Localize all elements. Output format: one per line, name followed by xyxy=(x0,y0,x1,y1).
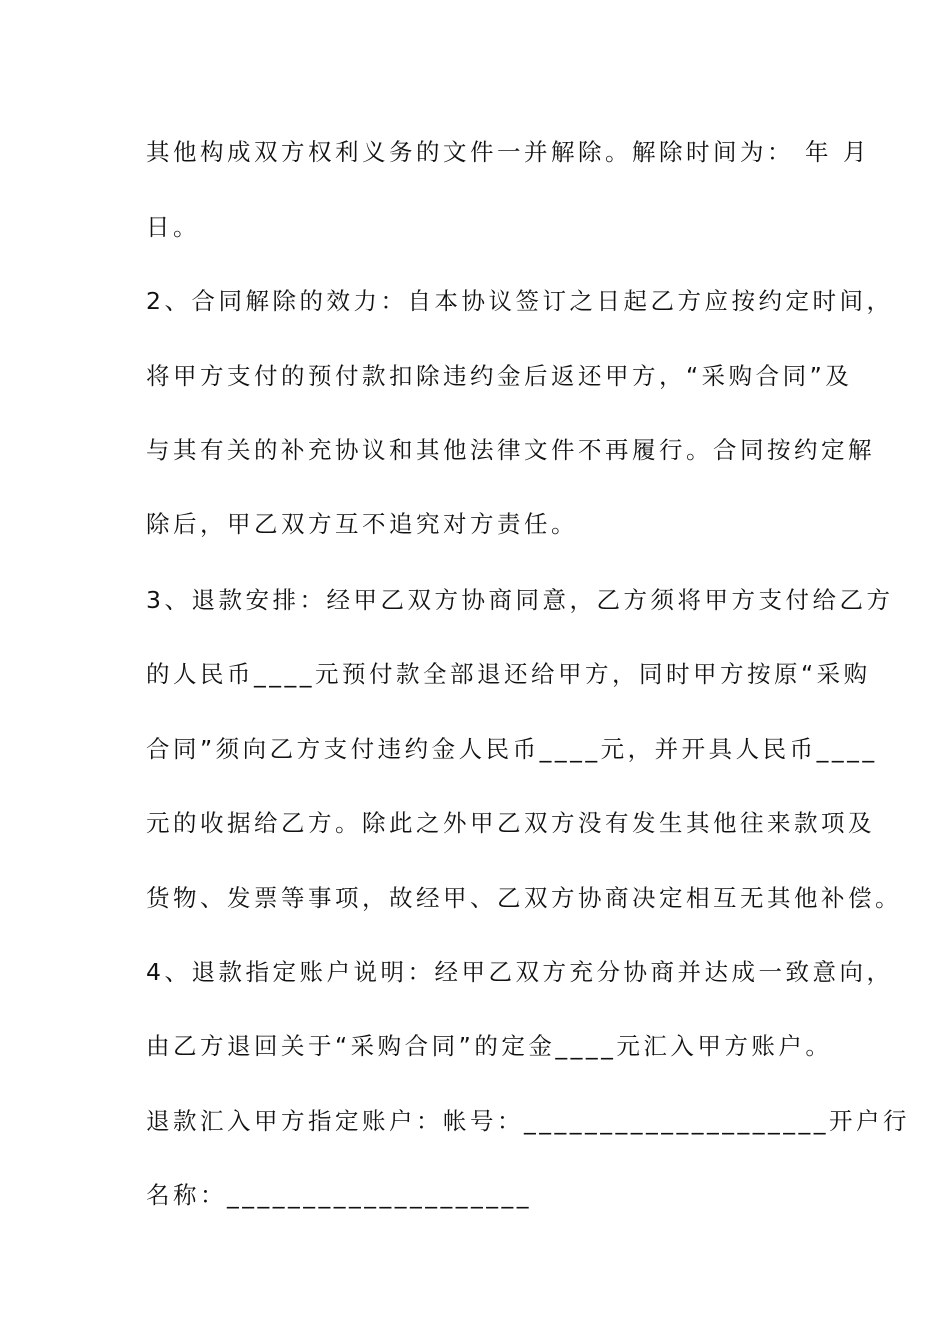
bank-name-line: 名称：____________________ xyxy=(146,1181,532,1209)
text-line: 合同”须向乙方支付违约金人民币____元，并开具人民币____ xyxy=(146,735,878,763)
text-line: 将甲方支付的预付款扣除违约金后返还甲方，“采购合同”及 xyxy=(146,362,853,390)
clause-4-line: 4、退款指定账户说明：经甲乙双方充分协商并达成一致意向， xyxy=(146,958,894,986)
clause-2-line: 2、合同解除的效力：自本协议签订之日起乙方应按约定时间， xyxy=(146,287,894,315)
account-number-line: 退款汇入甲方指定账户：帐号：____________________开户行 xyxy=(146,1107,910,1135)
clause-3-line: 3、退款安排：经甲乙双方协商同意，乙方须将甲方支付给乙方 xyxy=(146,586,894,614)
text-line: 与其有关的补充协议和其他法律文件不再履行。合同按约定解 xyxy=(146,436,875,464)
text-line: 除后，甲乙双方互不追究对方责任。 xyxy=(146,510,578,538)
text-line: 日。 xyxy=(146,213,200,241)
text-line: 元的收据给乙方。除此之外甲乙双方没有发生其他往来款项及 xyxy=(146,809,875,837)
text-line: 其他构成双方权利义务的文件一并解除。解除时间为： 年 月 xyxy=(146,138,870,166)
text-line: 的人民币____元预付款全部退还给甲方，同时甲方按原“采购 xyxy=(146,660,871,688)
text-line: 由乙方退回关于“采购合同”的定金____元汇入甲方账户。 xyxy=(146,1032,833,1060)
text-line: 货物、发票等事项，故经甲、乙双方协商决定相互无其他补偿。 xyxy=(146,884,902,912)
